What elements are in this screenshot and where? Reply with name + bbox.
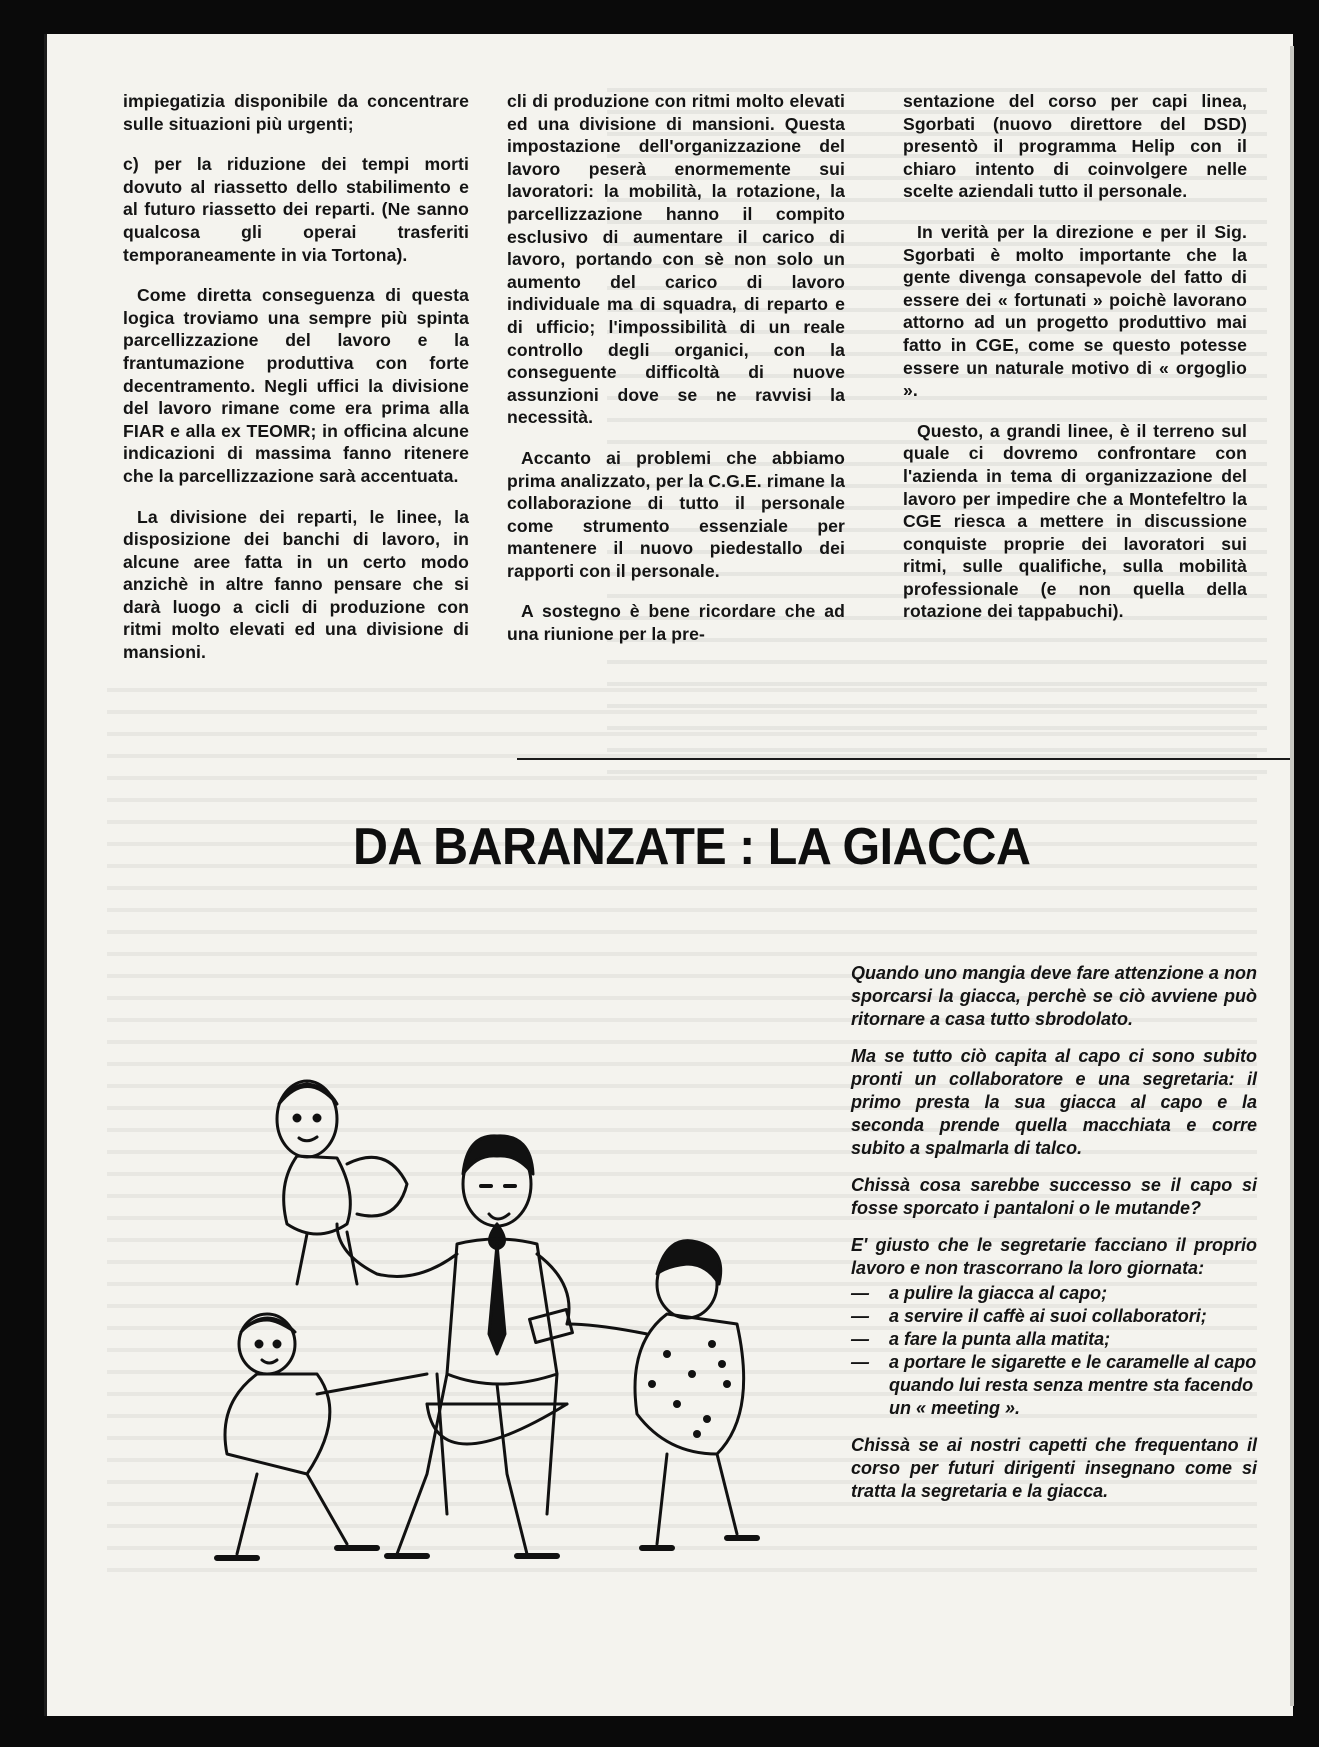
col1-paragraph-4: La divisione dei reparti, le linee, la disposizione dei banchi di lavoro, in alcune aree fatta in un certo modo anzichè in altre fanno pensare che si darà luogo a cicli di produzione con ritmi molto elevati ed una divisione di mansioni. bbox=[123, 506, 469, 663]
boxed-satire-text bbox=[851, 962, 1257, 1517]
aside-paragraph-1: Quando uno mangia deve fare attenzione a non sporcarsi la giacca, perchè se ciò avviene può ritornare a casa tutto sbrodolato. bbox=[851, 963, 1257, 1029]
column-left bbox=[123, 90, 469, 663]
section-divider-rule bbox=[517, 758, 1293, 760]
magazine-page bbox=[44, 34, 1293, 1716]
aside-list-item: — a servire il caffè ai suoi collaboratori; bbox=[851, 1305, 1257, 1328]
col1-paragraph-3: Come diretta conseguenza di questa logica troviamo una sempre più spinta parcellizzazione del lavoro e la frantumazione produttiva con forte decentramento. Negli uffici la divisione del lavoro rimane come era prima alla FIAR e alla ex TEOMR; in officina alcune indicazioni di massima fanno ritenere che la parcellizzazione sarà accentuata. bbox=[123, 285, 469, 486]
cartoon-figure-collaborator bbox=[217, 1314, 427, 1558]
aside-list-item: — a pulire la giacca al capo; bbox=[851, 1282, 1257, 1305]
aside-list-item: — a fare la punta alla matita; bbox=[851, 1328, 1257, 1351]
col2-paragraph-1: cli di produzione con ritmi molto elevati ed una divisione di mansioni. Questa impostazione dell'organizzazione del lavoro peserà enormemente sui lavoratori: la mobilità, la rotazione, la parcellizzazione hanno il compito esclusivo di aumentare il carico di lavoro, portando con sè non solo un aumento del carico di lavoro individuale ma di squadra, di reparto e di ufficio; l'impossibilità di un reale controllo degli organici, con la conseguente difficoltà di nuove assunzioni dove se ne ravvisi la necessità. bbox=[507, 91, 845, 428]
cartoon-figure-boss bbox=[337, 1136, 572, 1556]
aside-dash-list bbox=[851, 1282, 1257, 1420]
cartoon-figure-secretary-left bbox=[277, 1081, 407, 1284]
next-page-edge bbox=[1290, 46, 1294, 1706]
col3-paragraph-3: Questo, a grandi linee, è il terreno sul quale ci dovremo confrontare con l'azienda in tema di organizzazione del lavoro per impedire che a Montefeltro la CGE riesca a mettere in discussione conquiste proprie dei lavoratori sui ritmi, sulle qualifiche, sulla mobilità professionale (e non quella della rotazione dei tappabuchi). bbox=[903, 420, 1247, 622]
col1-paragraph-1: impiegatizia disponibile da concentrare sulle situazioni più urgenti; bbox=[123, 91, 469, 134]
cartoon-figure-secretary-right bbox=[567, 1241, 757, 1548]
col3-paragraph-1: sentazione del corso per capi linea, Sgorbati (nuovo direttore del DSD) presentò il programma Helip con il chiaro intento di coinvolgere nelle scelte aziendali tutto il personale. bbox=[903, 91, 1247, 202]
col1-paragraph-2: c) per la riduzione dei tempi morti dovuto al riassetto dello stabilimento e al futuro riassetto dei reparti. (Ne sanno qualcosa gli operai trasferiti temporaneamente in via Tortona). bbox=[123, 154, 469, 265]
article-headline: DA BARANZATE : LA GIACCA bbox=[353, 818, 1031, 876]
col2-paragraph-2: Accanto ai problemi che abbiamo prima analizzato, per la C.G.E. rimane la collaborazione di tutto il personale come strumento essenziale per mantenere il nuovo piedestallo dei rapporti con il personale. bbox=[507, 447, 845, 581]
office-cartoon-illustration bbox=[197, 1074, 797, 1584]
aside-paragraph-2: Ma se tutto ciò capita al capo ci sono subito pronti un collaboratore e una segretaria: il primo presta la sua giacca al capo e la seconda prende quella macchiata e corre subito a spalmarla di talco. bbox=[851, 1046, 1257, 1158]
aside-paragraph-3: Chissà cosa sarebbe successo se il capo si fosse sporcato i pantaloni o le mutande? bbox=[851, 1175, 1257, 1218]
aside-list-item: — a portare le sigarette e le caramelle al capo quando lui resta senza mentre sta facendo un « meeting ». bbox=[851, 1351, 1257, 1420]
col2-paragraph-3: A sostegno è bene ricordare che ad una riunione per la pre- bbox=[507, 601, 845, 645]
aside-paragraph-5: Chissà se ai nostri capetti che frequentano il corso per futuri dirigenti insegnano come si tratta la segretaria e la giacca. bbox=[851, 1435, 1257, 1501]
aside-paragraph-4: E' giusto che le segretarie facciano il proprio lavoro e non trascorrano la loro giornata: bbox=[851, 1235, 1257, 1278]
column-right bbox=[903, 90, 1247, 641]
col3-paragraph-2: In verità per la direzione e per il Sig. Sgorbati è molto importante che la gente divenga consapevole del fatto di essere dei « fortunati » poichè lavorano attorno ad un progetto produttivo mai fatto in CGE, come se questo potesse essere un naturale motivo di « orgoglio ». bbox=[903, 221, 1247, 401]
column-middle bbox=[507, 90, 845, 664]
